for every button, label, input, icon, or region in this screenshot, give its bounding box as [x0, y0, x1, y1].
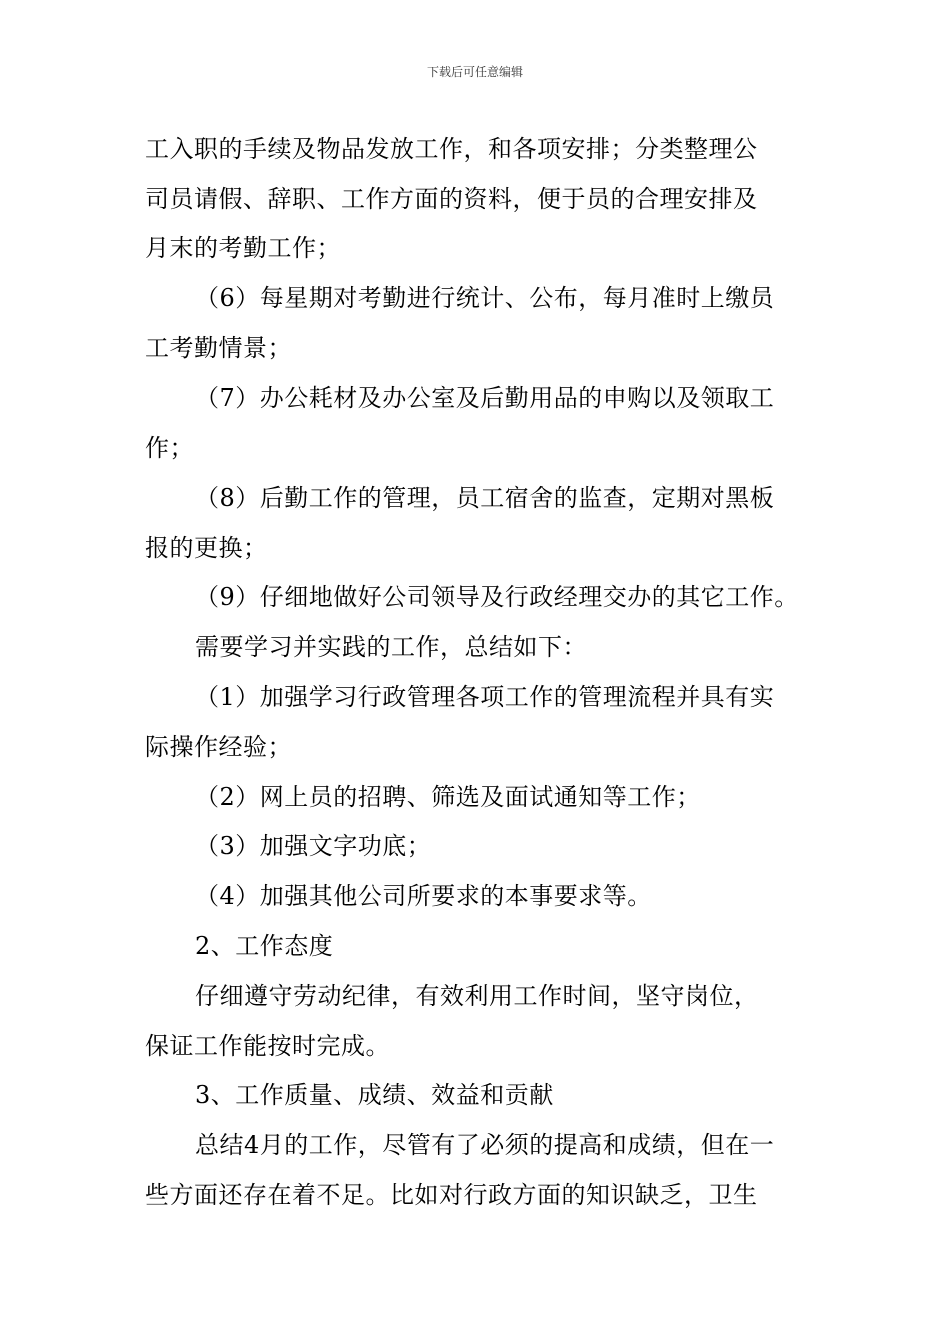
- body-line: （9）仔细地做好公司领导及行政经理交办的其它工作。: [195, 583, 799, 611]
- body-line: 仔细遵守劳动纪律，有效利用工作时间，坚守岗位，: [195, 982, 759, 1010]
- body-line: 总结4月的工作，尽管有了必须的提高和成绩，但在一: [195, 1131, 775, 1159]
- body-line: （6）每星期对考勤进行统计、公布，每月准时上缴员: [195, 284, 775, 312]
- body-line: （1）加强学习行政管理各项工作的管理流程并具有实: [195, 683, 775, 711]
- body-line: （3）加强文字功底；: [195, 832, 432, 860]
- body-line: 报的更换；: [145, 534, 268, 562]
- section-heading: 2、工作态度: [195, 932, 334, 960]
- body-line: 际操作经验；: [145, 733, 292, 761]
- body-line: 工入职的手续及物品发放工作，和各项安排；分类整理公: [145, 135, 758, 163]
- body-line: 司员请假、辞职、工作方面的资料，便于员的合理安排及: [145, 185, 758, 213]
- section-heading: 3、工作质量、成绩、效益和贡献: [195, 1081, 554, 1109]
- body-line: （8）后勤工作的管理，员工宿舍的监查，定期对黑板: [195, 484, 775, 512]
- body-line: 需要学习并实践的工作，总结如下：: [195, 633, 587, 661]
- page-header: 下载后可任意编辑: [426, 65, 523, 79]
- body-line: 些方面还存在着不足。比如对行政方面的知识缺乏，卫生: [145, 1181, 758, 1209]
- body-line: 作；: [145, 434, 194, 462]
- body-line: （4）加强其他公司所要求的本事要求等。: [195, 882, 652, 910]
- body-line: （7）办公耗材及办公室及后勤用品的申购以及领取工: [195, 384, 775, 412]
- body-line: 月末的考勤工作；: [145, 234, 341, 262]
- body-line: 工考勤情景；: [145, 334, 292, 362]
- body-line: （2）网上员的招聘、筛选及面试通知等工作；: [195, 783, 701, 811]
- body-line: 保证工作能按时完成。: [145, 1032, 390, 1060]
